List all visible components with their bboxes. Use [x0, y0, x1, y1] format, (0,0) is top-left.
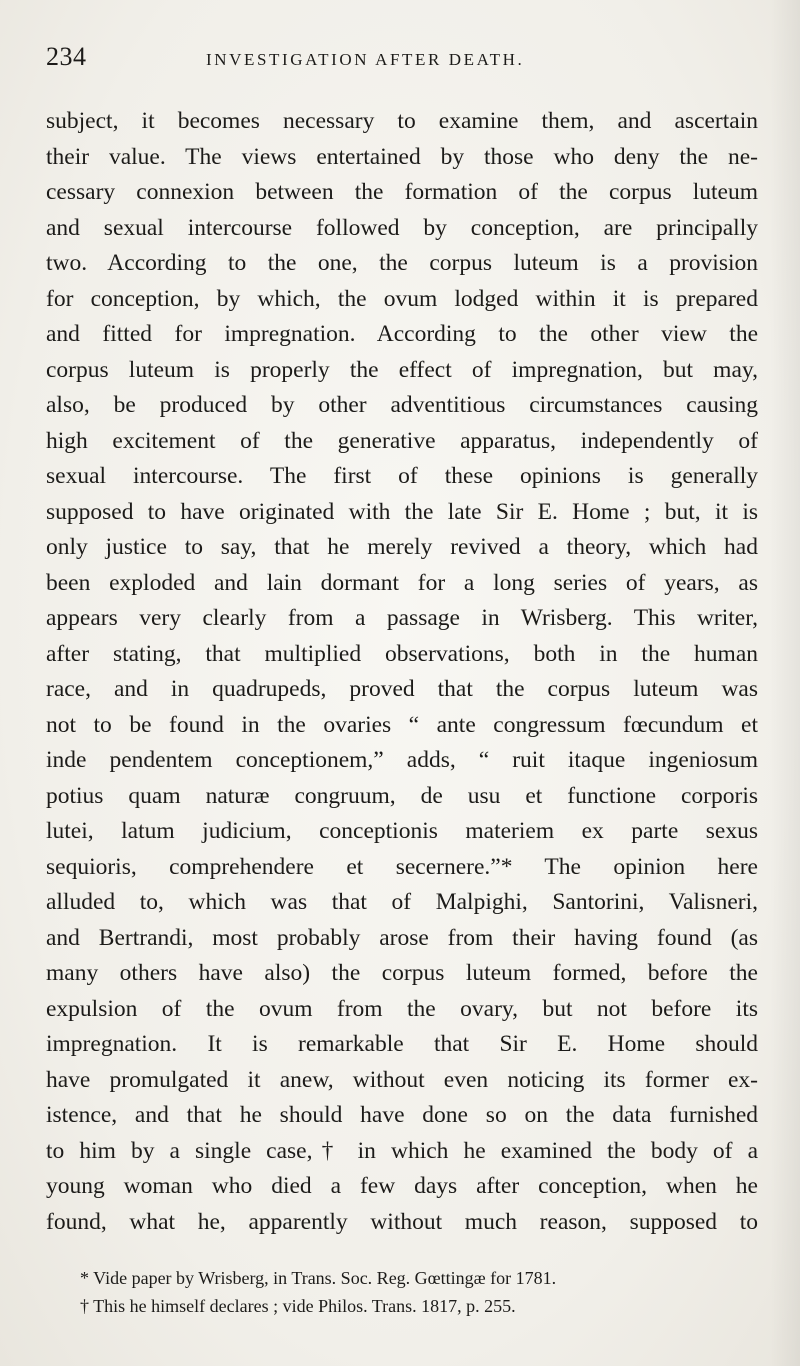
body-text [46, 104, 758, 1240]
text-line: have promulgated it anew, without even noticing its former ex- [46, 1066, 758, 1093]
footnotes [46, 1264, 758, 1320]
text-line: sequioris, comprehendere et secernere.”* The opinion here [46, 853, 758, 880]
text-line: lutei, latum judicium, conceptionis materiem ex parte sexus [46, 818, 758, 844]
page-header [46, 40, 758, 80]
text-line: corpus luteum is properly the effect of impregnation, but may, [46, 356, 758, 383]
text-line: subject, it becomes necessary to examine them, and ascertain [46, 108, 758, 134]
text-line: only justice to say, that he merely revived a theory, which had [46, 534, 758, 560]
text-line: impregnation. It is remarkable that Sir E. Home should [46, 1031, 758, 1057]
footnote: † This he himself declares ; vide Philos. Trans. 1817, p. 255. [80, 1296, 516, 1316]
page-edge-shadow [770, 0, 800, 1366]
text-line: sexual intercourse. The first of these opinions is generally [46, 463, 758, 489]
text-line: two. According to the one, the corpus luteum is a provision [46, 250, 758, 276]
text-line: their value. The views entertained by those who deny the ne- [46, 143, 758, 170]
text-line: not to be found in the ovaries “ ante congressum fœcundum et [46, 711, 758, 738]
page-number: 234 [46, 42, 87, 71]
text-line: supposed to have originated with the late Sir E. Home ; but, it is [46, 498, 758, 525]
text-line: and fitted for impregnation. According to the other view the [46, 321, 758, 347]
text-line: also, be produced by other adventitious circumstances causing [46, 392, 758, 418]
footnote: * Vide paper by Wrisberg, in Trans. Soc. Reg. Gœttingæ for 1781. [80, 1268, 557, 1288]
text-line: alluded to, which was that of Malpighi, Santorini, Valisneri, [46, 889, 758, 915]
text-line: istence, and that he should have done so on the data furnished [46, 1102, 758, 1128]
text-line: race, and in quadrupeds, proved that the corpus luteum was [46, 676, 758, 702]
text-line: for conception, by which, the ovum lodged within it is prepared [46, 285, 758, 312]
text-line: expulsion of the ovum from the ovary, but not before its [46, 995, 758, 1022]
text-line: and sexual intercourse followed by conception, are principally [46, 214, 758, 241]
running-head: INVESTIGATION AFTER DEATH. [206, 50, 525, 69]
text-line: appears very clearly from a passage in Wrisberg. This writer, [46, 605, 758, 631]
text-line: high excitement of the generative apparatus, independently of [46, 427, 758, 454]
text-line: young woman who died a few days after conception, when he [46, 1173, 758, 1199]
text-line: cessary connexion between the formation of the corpus luteum [46, 179, 758, 205]
text-line: many others have also) the corpus luteum formed, before the [46, 960, 758, 986]
text-line: potius quam naturæ congruum, de usu et functione corporis [46, 782, 758, 809]
text-line: and Bertrandi, most probably arose from their having found (as [46, 924, 758, 951]
text-line: after stating, that multiplied observations, both in the human [46, 640, 758, 667]
text-line: to him by a single case,† in which he examined the body of a [46, 1137, 758, 1164]
text-line: found, what he, apparently without much reason, supposed to [46, 1208, 758, 1235]
text-line: been exploded and lain dormant for a long series of years, as [46, 569, 758, 596]
text-line: inde pendentem conceptionem,” adds, “ ruit itaque ingeniosum [46, 747, 758, 773]
